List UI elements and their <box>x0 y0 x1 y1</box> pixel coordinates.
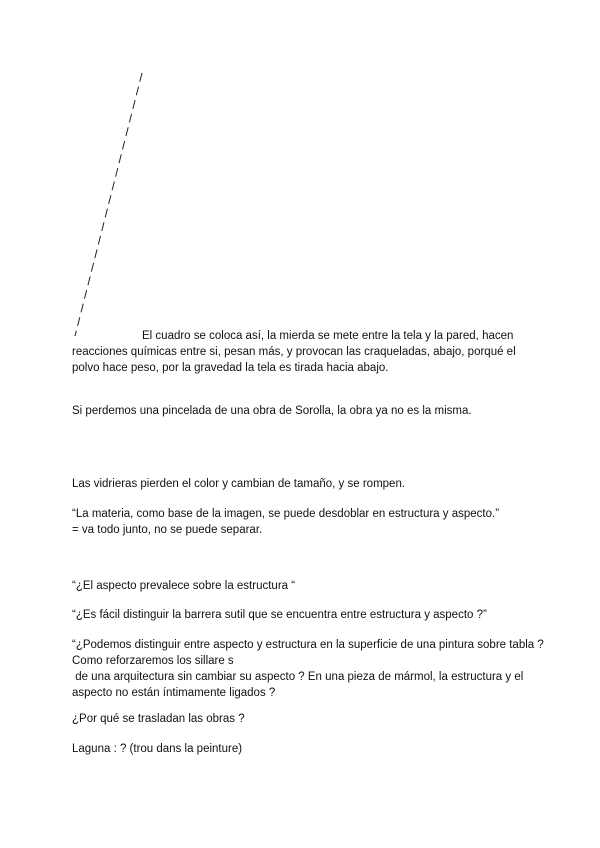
paragraph-line: reacciones químicas entre si, pesan más, y provocan las craqueladas, abajo, porqué el <box>72 346 516 358</box>
paragraph-line: de una arquitectura sin cambiar su aspecto ? En una pieza de mármol, la estructura y el <box>72 671 524 683</box>
paragraph-question-barrera <box>72 607 542 623</box>
paragraph-craquelado <box>72 328 542 376</box>
paragraph-materia-quote <box>72 506 542 538</box>
paragraph-line: Como reforzaremos los sillare s <box>72 655 234 667</box>
paragraph-sorolla <box>72 403 542 419</box>
paragraph-line: “¿Podemos distinguir entre aspecto y estructura en la superficie de una pintura sobre tabla ? <box>72 639 544 651</box>
paragraph-line: Si perdemos una pincelada de una obra de Sorolla, la obra ya no es la misma. <box>72 405 472 417</box>
paragraph-line: “La materia, como base de la imagen, se puede desdoblar en estructura y aspecto.” <box>72 508 500 520</box>
paragraph-question-tabla <box>72 637 542 701</box>
paragraph-line: Laguna : ? (trou dans la peinture) <box>72 743 243 755</box>
paragraph-question-aspecto <box>72 578 542 594</box>
paragraph-line: “¿Es fácil distinguir la barrera sutil que se encuentra entre estructura y aspecto ?” <box>72 609 487 621</box>
paragraph-vidrieras <box>72 476 542 492</box>
paragraph-line: polvo hace peso, por la gravedad la tela es tirada hacia abajo. <box>72 362 389 374</box>
paragraph-line: “¿El aspecto prevalece sobre la estructura “ <box>72 580 296 592</box>
paragraph-question-trasladan <box>72 711 542 727</box>
paragraph-laguna <box>72 741 542 757</box>
paragraph-line: = va todo junto, no se puede separar. <box>72 524 263 536</box>
paragraph-line: Las vidrieras pierden el color y cambian de tamaño, y se rompen. <box>72 478 406 490</box>
paragraph-line: El cuadro se coloca así, la mierda se mete entre la tela y la pared, hacen <box>142 330 514 342</box>
paragraph-line: aspecto no están íntimamente ligados ? <box>72 687 276 699</box>
paragraph-line: ¿Por qué se trasladan las obras ? <box>72 713 245 725</box>
